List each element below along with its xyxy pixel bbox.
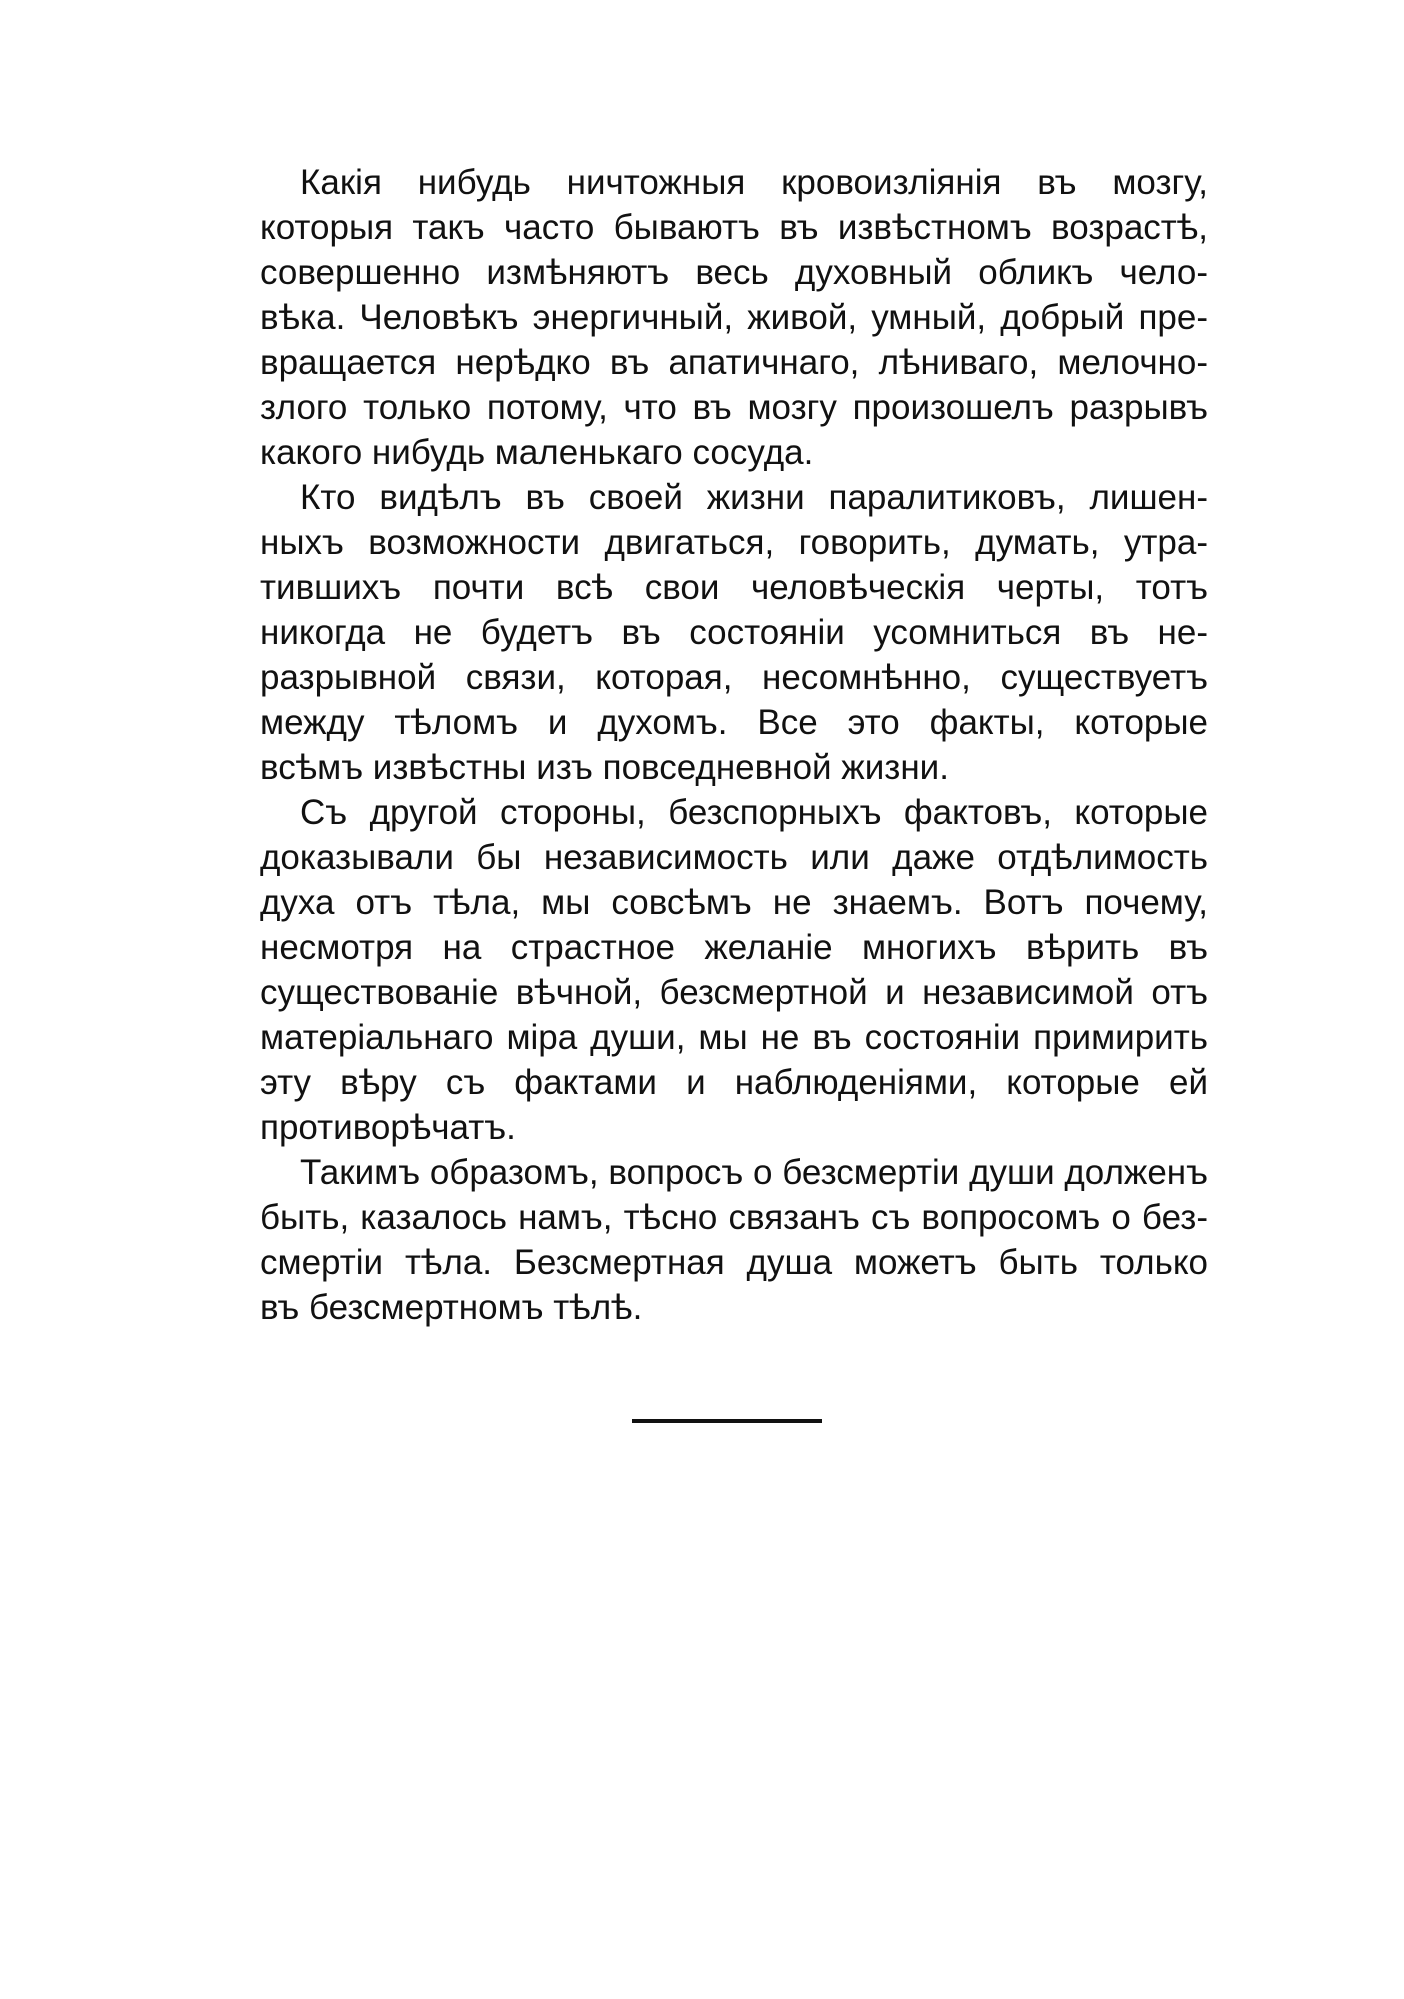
text-line: между тѣломъ и духомъ. Все это факты, которые (260, 703, 1208, 742)
text-line: несмотря на страстное желаніе многихъ вѣрить въ (260, 928, 1208, 967)
text-line: вращается нерѣдко въ апатичнаго, лѣниваго, мелочно- (260, 343, 1208, 382)
paragraph-1 (260, 160, 1208, 475)
text-line: смертіи тѣла. Безсмертная душа можетъ быть только (260, 1243, 1208, 1282)
text-line: быть, казалось намъ, тѣсно связанъ съ вопросомъ о без- (260, 1198, 1208, 1237)
text-line: Такимъ образомъ, вопросъ о безсмертіи души долженъ (300, 1153, 1208, 1192)
text-line: существованіе вѣчной, безсмертной и независимой отъ (260, 973, 1208, 1012)
body-text (260, 160, 1208, 1330)
text-line: духа отъ тѣла, мы совсѣмъ не знаемъ. Вотъ почему, (260, 883, 1208, 922)
text-line: вѣка. Человѣкъ энергичный, живой, умный, добрый пре- (260, 298, 1208, 337)
text-line: Кто видѣлъ въ своей жизни паралитиковъ, лишен- (300, 478, 1208, 517)
text-line: злого только потому, что въ мозгу произошелъ разрывъ (260, 388, 1208, 427)
text-line: никогда не будетъ въ состояніи усомниться въ не- (260, 613, 1208, 652)
text-line: въ безсмертномъ тѣлѣ. (260, 1288, 643, 1327)
paragraph-2 (260, 475, 1208, 790)
text-line: разрывной связи, которая, несомнѣнно, существуетъ (260, 658, 1208, 697)
section-divider (632, 1419, 822, 1423)
text-line: ныхъ возможности двигаться, говорить, думать, утра- (260, 523, 1208, 562)
paragraph-4 (260, 1150, 1208, 1330)
text-line: Какія нибудь ничтожныя кровоизліянія въ мозгу, (300, 163, 1208, 202)
text-line: доказывали бы независимость или даже отдѣлимость (260, 838, 1208, 877)
text-line: совершенно измѣняютъ весь духовный обликъ чело- (260, 253, 1208, 292)
text-line: какого нибудь маленькаго сосуда. (260, 433, 814, 472)
text-line: противорѣчатъ. (260, 1108, 516, 1147)
text-line: эту вѣру съ фактами и наблюденіями, которые ей (260, 1063, 1208, 1102)
paragraph-3 (260, 790, 1208, 1150)
text-line: матеріальнаго міра души, мы не въ состояніи примирить (260, 1018, 1208, 1057)
text-line: тившихъ почти всѣ свои человѣческія черты, тотъ (260, 568, 1208, 607)
text-line: всѣмъ извѣстны изъ повседневной жизни. (260, 748, 949, 787)
text-line: Съ другой стороны, безспорныхъ фактовъ, которые (300, 793, 1208, 832)
text-line: которыя такъ часто бываютъ въ извѣстномъ возрастѣ, (260, 208, 1208, 247)
